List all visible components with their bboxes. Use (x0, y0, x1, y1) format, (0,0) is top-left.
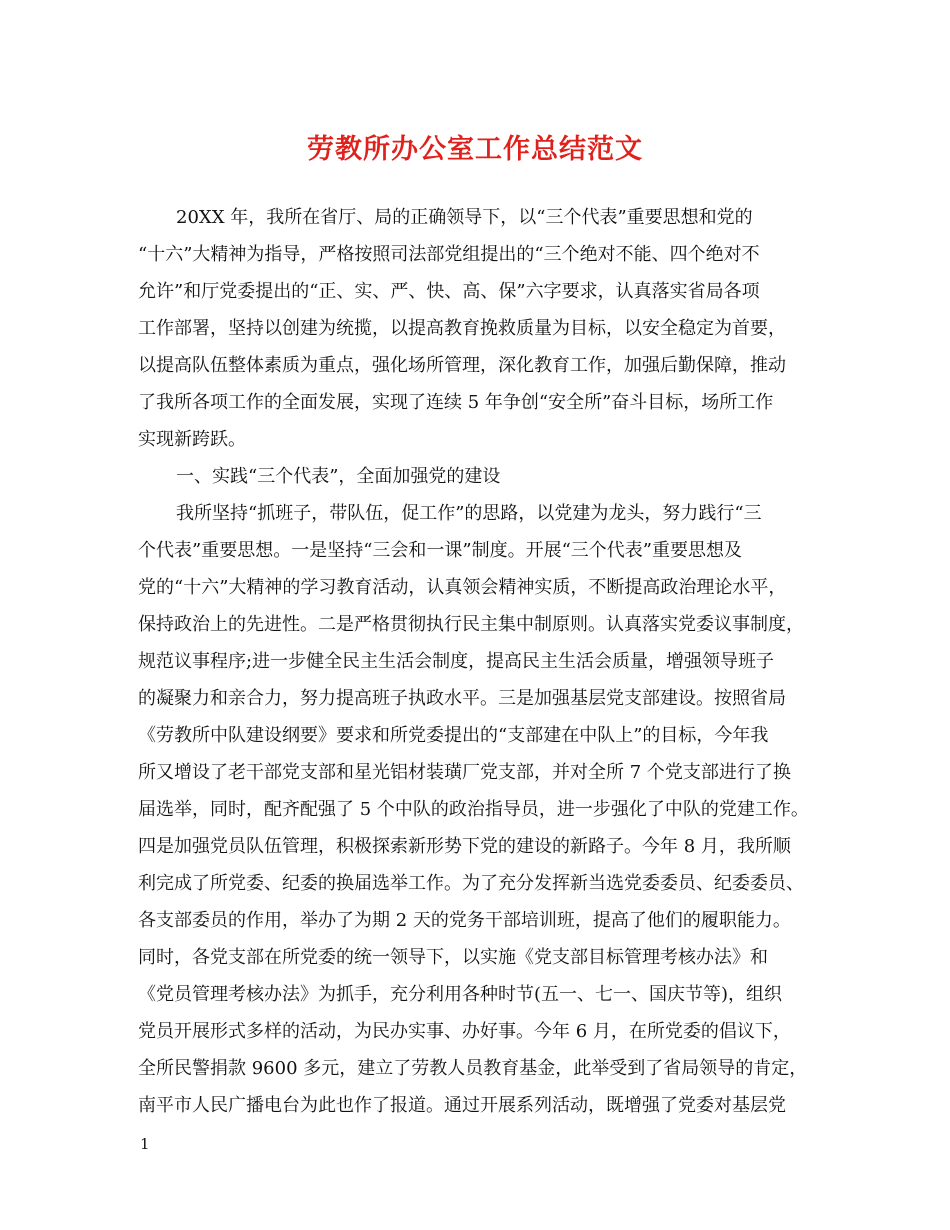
page-number: 1 (140, 1135, 150, 1153)
paragraph-2-line-13: 同时，各党支部在所党委的统一领导下，以实施《党支部目标管理考核办法》和 (138, 947, 768, 968)
paragraph-2-line-17: 南平市人民广播电台为此也作了报道。通过开展系列活动，既增强了党委对基层党 (138, 1095, 786, 1116)
paragraph-2-line-1: 我所坚持“抓班子，带队伍，促工作”的思路，以党建为龙头，努力践行“三 (176, 503, 762, 524)
paragraph-1-line-7: 实现新跨跃。 (138, 429, 246, 450)
section-heading: 一、实践“三个代表”，全面加强党的建设 (176, 466, 501, 487)
document-title: 劳教所办公室工作总结范文 (307, 134, 643, 165)
paragraph-1-line-6: 了我所各项工作的全面发展，实现了连续 5 年争创“安全所”奋斗目标，场所工作 (138, 392, 774, 413)
paragraph-2-line-14: 《党员管理考核办法》为抓手，充分利用各种时节(五一、七一、国庆节等)，组织 (138, 984, 783, 1005)
paragraph-1-line-5: 以提高队伍整体素质为重点，强化场所管理，深化教育工作，加强后勤保障，推动 (138, 355, 786, 376)
paragraph-2-line-2: 个代表”重要思想。一是坚持“三会和一课”制度。开展“三个代表”重要思想及 (138, 540, 743, 561)
paragraph-1-line-2: “十六”大精神为指导，严格按照司法部党组提出的“三个绝对不能、四个绝对不 (138, 244, 760, 265)
paragraph-2-line-16: 全所民警捐款 9600 多元，建立了劳教人员教育基金，此举受到了省局领导的肯定， (138, 1058, 808, 1079)
paragraph-2-line-12: 各支部委员的作用，举办了为期 2 天的党务干部培训班，提高了他们的履职能力。 (138, 910, 791, 931)
paragraph-2-line-7: 《劳教所中队建设纲要》要求和所党委提出的“支部建在中队上”的目标，今年我 (138, 725, 769, 746)
paragraph-2-line-11: 利完成了所党委、纪委的换届选举工作。为了充分发挥新当选党委委员、纪委委员、 (138, 873, 804, 894)
paragraph-1-line-3: 允许”和厅党委提出的“正、实、严、快、高、保”六字要求，认真落实省局各项 (138, 281, 760, 302)
paragraph-2-line-6: 的凝聚力和亲合力，努力提高班子执政水平。三是加强基层党支部建设。按照省局 (138, 688, 786, 709)
paragraph-2-line-8: 所又增设了老干部党支部和星光铝材装璜厂党支部，并对全所 7 个党支部进行了换 (138, 762, 791, 783)
paragraph-1-line-4: 工作部署，坚持以创建为统揽，以提高教育挽救质量为目标，以安全稳定为首要， (138, 318, 786, 339)
paragraph-2-line-10: 四是加强党员队伍管理，积极探索新形势下党的建设的新路子。今年 8 月，我所顺 (138, 836, 791, 857)
paragraph-2-line-15: 党员开展形式多样的活动，为民办实事、办好事。今年 6 月，在所党委的倡议下， (138, 1021, 791, 1042)
paragraph-2-line-3: 党的“十六”大精神的学习教育活动，认真领会精神实质，不断提高政治理论水平， (138, 577, 787, 598)
paragraph-2-line-5: 规范议事程序;进一步健全民主生活会制度，提高民主生活会质量，增强领导班子 (138, 651, 775, 672)
paragraph-2-line-9: 届选举，同时，配齐配强了 5 个中队的政治指导员，进一步强化了中队的党建工作。 (138, 799, 809, 820)
paragraph-1-line-1: 20XX 年，我所在省厅、局的正确领导下，以“三个代表”重要思想和党的 (176, 207, 753, 228)
paragraph-2-line-4: 保持政治上的先进性。二是严格贯彻执行民主集中制原则。认真落实党委议事制度， (138, 614, 804, 635)
